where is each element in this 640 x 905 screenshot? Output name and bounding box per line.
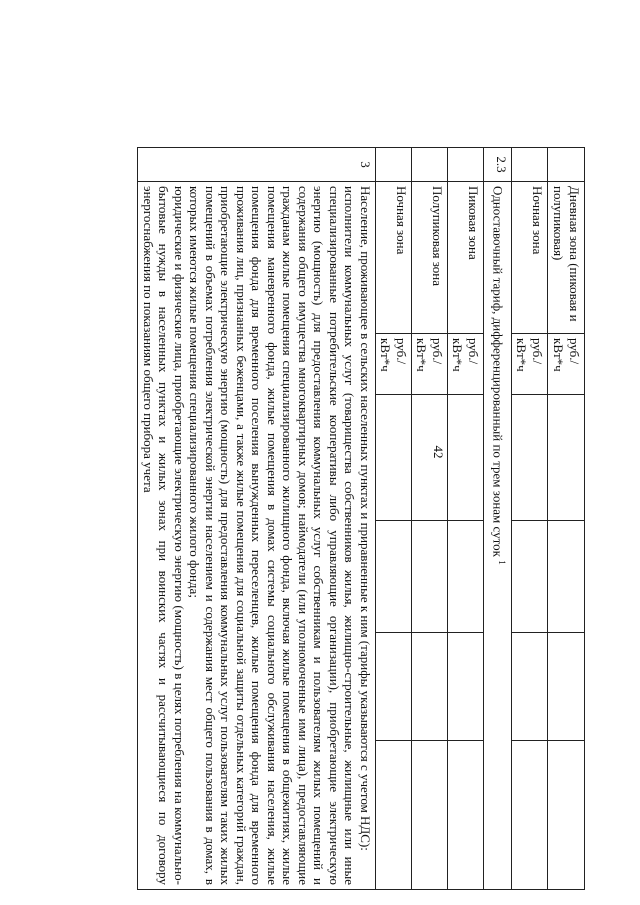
value-cell	[376, 633, 412, 741]
value-cell	[412, 741, 448, 890]
zone-name-cell: Дневная зона (пиковая и полупиковая)	[548, 182, 585, 334]
table-row	[448, 148, 484, 890]
unit-cell: руб./кВт*ч	[548, 334, 585, 395]
section-number: 2.3	[484, 148, 512, 182]
section-description	[138, 182, 376, 890]
unit-cell: руб./кВт*ч	[412, 334, 448, 395]
value-cell	[448, 521, 484, 633]
zone-name-cell: Пиковая зона	[448, 182, 484, 334]
paragraph: исполнители коммунальных услуг (товарищества собственников жилья, жилищно-строительные, жилищные или иные специализированные потребительские кооперативы либо управляющие организации), приобретающие электрическую энергию (мощность) для предоставления коммунальных услуг собственникам и пользователям жилых помещений и содержания общего имущества многоквартирных домов; наймодатели (или уполномоченные ими лица), предоставляющие гражданам жилые помещения специализированного жилищного фонда, включая жилые помещения в общежитиях, жилые помещения маневренного фонда, жилые помещения в домах системы социального обслуживания населения, жилые помещения фонда для временного поселения вынужденных переселенцев, жилые помещения фонда для временного проживания лиц, признанных беженцами, а также жилые помещения для социальной защиты отдельных категорий граждан, приобретающие электрическую энергию (мощность) для предоставления коммунальных услуг пользователям таких жилых помещений в объемах потребления электрической энергии населением и содержания мест общего пользования в домах, в которых имеются жилые помещения специализированного жилого фонда;	[187, 186, 358, 885]
value-cell	[548, 395, 585, 521]
unit-cell: руб./кВт*ч	[448, 334, 484, 395]
row-number-cell	[512, 148, 548, 182]
value-cell	[548, 521, 585, 633]
zone-name-cell: Полупиковая зона	[412, 182, 448, 334]
section-title: Одноставочный тариф, дифференцированный по трем зонам суток $^1$	[484, 182, 512, 890]
section-title: Население, проживающее в сельских населенных пунктах и приравненные к ним (тарифы указываются с учетом НДС):	[358, 186, 373, 851]
value-cell	[512, 633, 548, 741]
value-cell	[376, 741, 412, 890]
value-cell	[548, 741, 585, 890]
value-cell	[412, 521, 448, 633]
tariff-table	[138, 147, 586, 890]
value-cell	[376, 521, 412, 633]
paragraph: юридические и физические лица, приобретающие электрическую энергию (мощность) в целях потребления на коммунально-бытовые нужды в населенных пунктах и жилых зонах при воинских частях и рассчитывающиеся по договору энергоснабжения по показаниям общего прибора учета	[141, 186, 187, 885]
value-cell	[448, 741, 484, 890]
table-row	[376, 148, 412, 890]
value-cell	[548, 633, 585, 741]
table-row	[548, 148, 585, 890]
section-header-row	[484, 148, 512, 890]
value-cell	[412, 395, 448, 521]
value-cell	[512, 741, 548, 890]
zone-name-cell: Ночная зона	[512, 182, 548, 334]
table-row	[512, 148, 548, 890]
value-cell	[376, 395, 412, 521]
table-row	[412, 148, 448, 890]
value-cell	[412, 633, 448, 741]
page-number: 42	[431, 445, 446, 459]
unit-cell: руб./кВт*ч	[512, 334, 548, 395]
rotated-table-container	[64, 147, 585, 889]
row-number-cell	[548, 148, 585, 182]
section-number: 3	[138, 148, 376, 182]
value-cell	[512, 395, 548, 521]
unit-cell: руб./кВт*ч	[376, 334, 412, 395]
section-3-row	[138, 148, 376, 890]
zone-name-cell: Ночная зона	[376, 182, 412, 334]
value-cell	[448, 395, 484, 521]
value-cell	[512, 521, 548, 633]
footnote-marker: 1	[497, 560, 507, 565]
value-cell	[448, 633, 484, 741]
